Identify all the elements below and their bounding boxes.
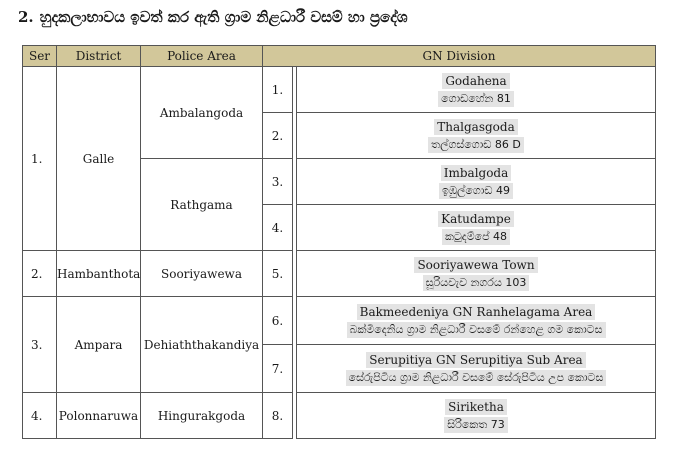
cell-district: Hambanthota bbox=[57, 251, 141, 297]
cell-police-area: Sooriyawewa bbox=[141, 251, 263, 297]
cell-ser: 3. bbox=[23, 297, 57, 393]
gn-name-sinhala: ඉඹුල්ගොඩ 49 bbox=[439, 183, 513, 199]
gn-name-english: Siriketha bbox=[445, 399, 507, 415]
gn-name-sinhala: තල්ගස්ගොඩ 86 D bbox=[428, 137, 524, 153]
gn-name-english: Bakmeedeniya GN Ranhelagama Area bbox=[357, 304, 596, 320]
gn-name-sinhala: සිරිකෙත 73 bbox=[444, 417, 507, 433]
gn-name-sinhala: ගොඩහේන 81 bbox=[438, 91, 514, 107]
cell-police-area: Ambalangoda bbox=[141, 67, 263, 159]
cell-ser: 1. bbox=[23, 67, 57, 251]
cell-ser: 4. bbox=[23, 393, 57, 439]
cell-gn-division bbox=[297, 297, 656, 345]
table-row bbox=[23, 297, 656, 345]
table-row bbox=[23, 393, 656, 439]
page-heading bbox=[18, 8, 658, 26]
gn-name-english: Thalgasgoda bbox=[434, 119, 517, 135]
cell-division-number: 6. bbox=[263, 297, 293, 345]
table-row bbox=[23, 67, 656, 113]
cell-division-number: 3. bbox=[263, 159, 293, 205]
gn-name-english: Imbalgoda bbox=[441, 165, 512, 181]
gn-name-english: Sooriyawewa Town bbox=[414, 257, 537, 273]
header-police-area: Police Area bbox=[141, 46, 263, 67]
cell-division-number: 1. bbox=[263, 67, 293, 113]
gn-name-sinhala: සූරියවැව නගරය 103 bbox=[423, 275, 530, 291]
cell-division-number: 8. bbox=[263, 393, 293, 439]
cell-gn-division bbox=[297, 113, 656, 159]
gn-name-english: Serupitiya GN Serupitiya Sub Area bbox=[366, 352, 585, 368]
gn-name-sinhala: කටුදම්පේ 48 bbox=[442, 229, 510, 245]
heading-number: 2. bbox=[18, 8, 34, 26]
header-ser: Ser bbox=[23, 46, 57, 67]
table-row bbox=[23, 251, 656, 297]
cell-division-number: 2. bbox=[263, 113, 293, 159]
cell-district: Polonnaruwa bbox=[57, 393, 141, 439]
cell-gn-division bbox=[297, 159, 656, 205]
header-district: District bbox=[57, 46, 141, 67]
gn-division-table bbox=[22, 45, 656, 439]
cell-police-area: Dehiaththakandiya bbox=[141, 297, 263, 393]
cell-gn-division bbox=[297, 67, 656, 113]
cell-division-number: 7. bbox=[263, 345, 293, 393]
gn-name-sinhala: බක්මීදෙනිය ග්‍රාම නිළධාරී වසමේ රන්හෙළ ගම කොටස bbox=[347, 322, 606, 338]
cell-district: Ampara bbox=[57, 297, 141, 393]
header-gn-division: GN Division bbox=[263, 46, 656, 67]
cell-police-area: Rathgama bbox=[141, 159, 263, 251]
cell-district: Galle bbox=[57, 67, 141, 251]
gn-name-sinhala: සේරුපිටිය ග්‍රාම නිළධාරී වසමේ සේරුපිටිය උප කොටස bbox=[346, 370, 607, 386]
gn-name-english: Katudampe bbox=[438, 211, 514, 227]
cell-police-area: Hingurakgoda bbox=[141, 393, 263, 439]
cell-division-number: 4. bbox=[263, 205, 293, 251]
cell-gn-division bbox=[297, 251, 656, 297]
cell-gn-division bbox=[297, 393, 656, 439]
cell-division-number: 5. bbox=[263, 251, 293, 297]
cell-ser: 2. bbox=[23, 251, 57, 297]
gn-name-english: Godahena bbox=[442, 73, 509, 89]
cell-gn-division bbox=[297, 345, 656, 393]
table-header-row bbox=[23, 46, 656, 67]
cell-gn-division bbox=[297, 205, 656, 251]
heading-title: හුදකලාභාවය ඉවත් කර ඇති ග්‍රාම නිළධාරී වසම් හා ප්‍රදේශ bbox=[39, 8, 408, 26]
